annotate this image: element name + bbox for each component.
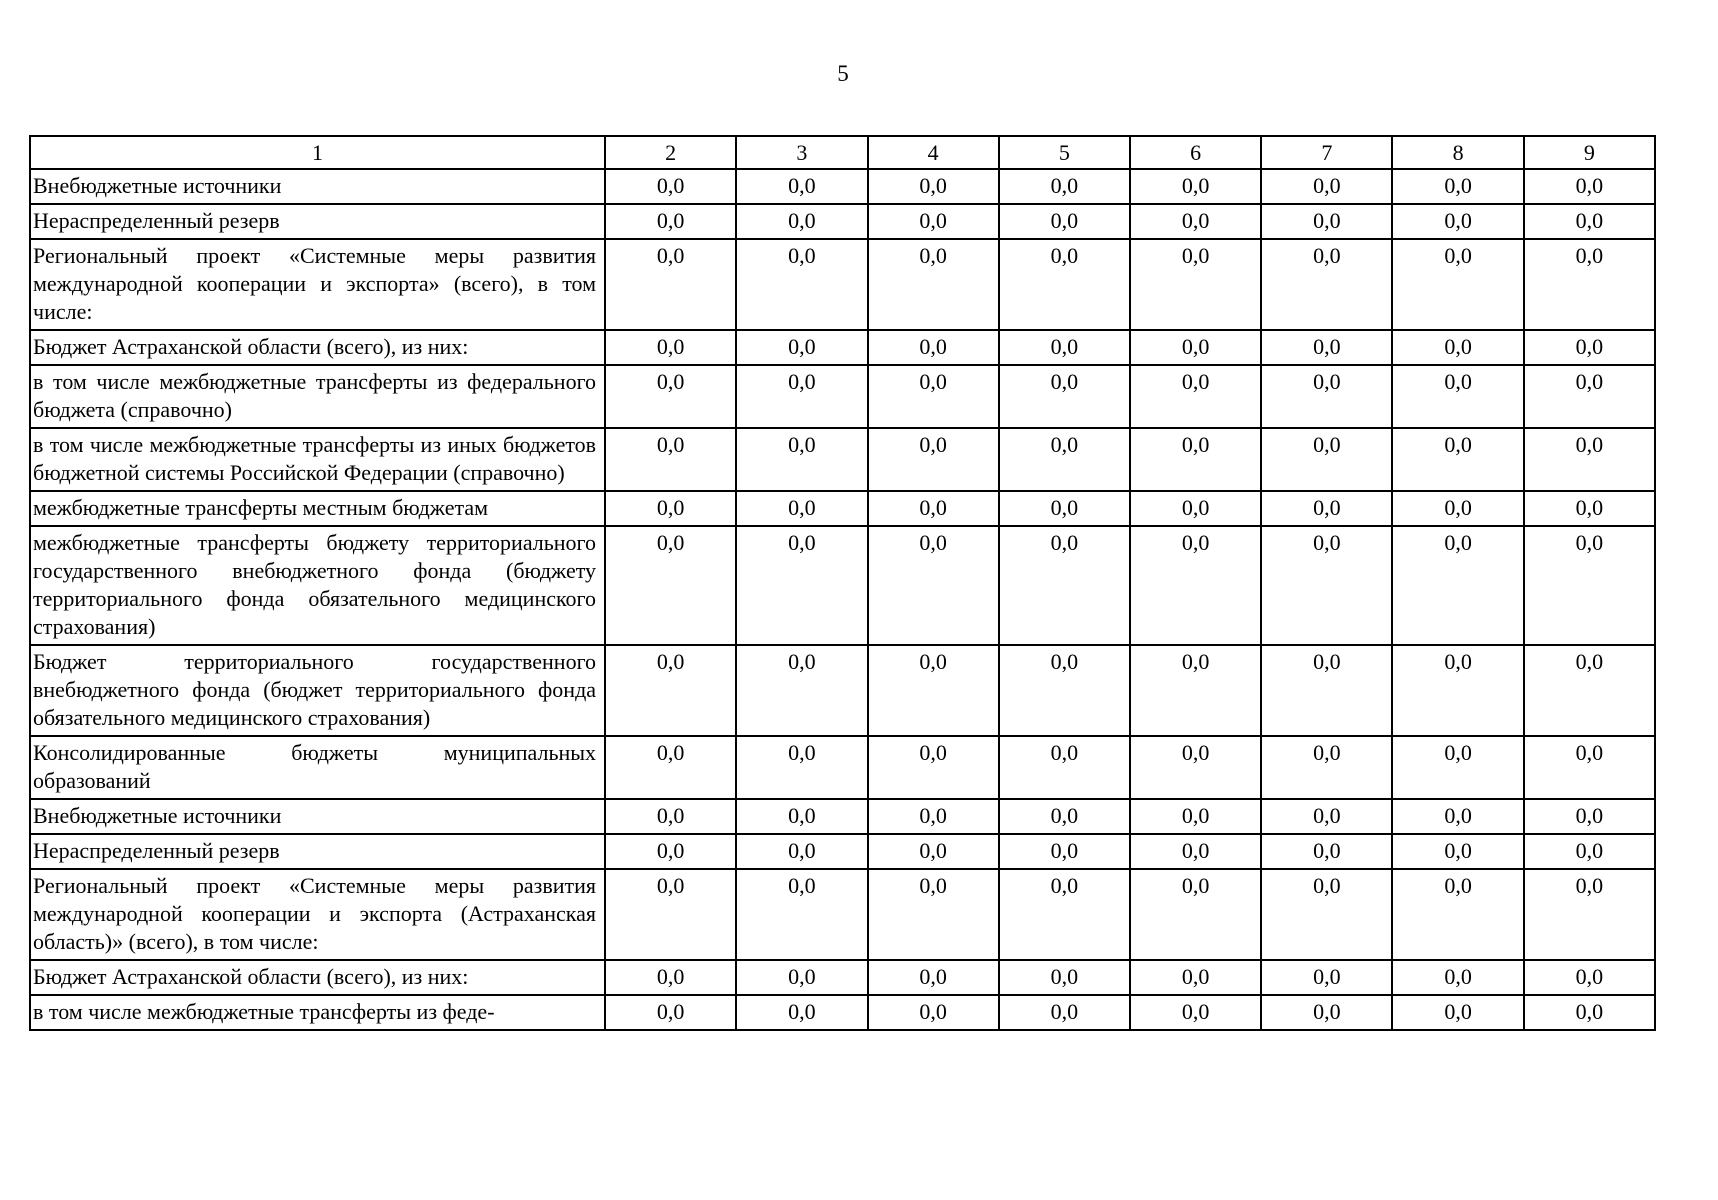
table-row [30,491,1655,526]
value-cell: 0,0 [736,169,867,204]
column-header: 7 [1261,136,1392,169]
row-label: Бюджет Астраханской области (всего), из них: [30,330,605,365]
value-cell: 0,0 [1524,239,1655,330]
value-cell: 0,0 [1261,204,1392,239]
value-cell: 0,0 [605,869,736,960]
value-cell: 0,0 [1261,799,1392,834]
value-cell: 0,0 [1261,526,1392,645]
table-row [30,428,1655,491]
value-cell: 0,0 [1524,428,1655,491]
value-cell: 0,0 [868,428,999,491]
value-cell: 0,0 [1524,834,1655,869]
value-cell: 0,0 [1392,169,1523,204]
value-cell: 0,0 [1130,834,1261,869]
value-cell: 0,0 [1524,799,1655,834]
value-cell: 0,0 [1524,330,1655,365]
row-label: Бюджет Астраханской области (всего), из них: [30,960,605,995]
value-cell: 0,0 [605,995,736,1030]
value-cell: 0,0 [1130,736,1261,799]
value-cell: 0,0 [736,526,867,645]
value-cell: 0,0 [868,491,999,526]
value-cell: 0,0 [999,645,1130,736]
value-cell: 0,0 [1392,736,1523,799]
value-cell: 0,0 [605,526,736,645]
value-cell: 0,0 [1261,239,1392,330]
value-cell: 0,0 [605,204,736,239]
value-cell: 0,0 [1524,995,1655,1030]
table-row [30,169,1655,204]
value-cell: 0,0 [1392,869,1523,960]
value-cell: 0,0 [999,239,1130,330]
value-cell: 0,0 [1392,239,1523,330]
value-cell: 0,0 [605,960,736,995]
table-body [30,169,1655,1030]
table-row [30,736,1655,799]
table-row [30,365,1655,428]
value-cell: 0,0 [1261,960,1392,995]
value-cell: 0,0 [1392,526,1523,645]
value-cell: 0,0 [1130,491,1261,526]
value-cell: 0,0 [1261,834,1392,869]
value-cell: 0,0 [868,995,999,1030]
value-cell: 0,0 [1261,645,1392,736]
value-cell: 0,0 [868,736,999,799]
value-cell: 0,0 [605,428,736,491]
value-cell: 0,0 [868,169,999,204]
value-cell: 0,0 [868,960,999,995]
value-cell: 0,0 [1130,960,1261,995]
column-header: 8 [1392,136,1523,169]
value-cell: 0,0 [1392,365,1523,428]
row-label: в том числе межбюджетные трансферты из феде- [30,995,605,1030]
value-cell: 0,0 [1524,169,1655,204]
value-cell: 0,0 [868,645,999,736]
value-cell: 0,0 [736,834,867,869]
value-cell: 0,0 [1524,960,1655,995]
table-row [30,204,1655,239]
value-cell: 0,0 [736,799,867,834]
value-cell: 0,0 [1261,995,1392,1030]
value-cell: 0,0 [605,365,736,428]
table-row [30,995,1655,1030]
value-cell: 0,0 [999,491,1130,526]
value-cell: 0,0 [1392,330,1523,365]
value-cell: 0,0 [605,491,736,526]
value-cell: 0,0 [605,799,736,834]
value-cell: 0,0 [1392,204,1523,239]
value-cell: 0,0 [1524,491,1655,526]
value-cell: 0,0 [1130,330,1261,365]
value-cell: 0,0 [1524,645,1655,736]
column-header: 9 [1524,136,1655,169]
table-row [30,799,1655,834]
value-cell: 0,0 [1524,526,1655,645]
value-cell: 0,0 [736,428,867,491]
row-label: Внебюджетные источники [30,169,605,204]
value-cell: 0,0 [868,204,999,239]
value-cell: 0,0 [1392,491,1523,526]
value-cell: 0,0 [605,239,736,330]
value-cell: 0,0 [1261,869,1392,960]
value-cell: 0,0 [1130,428,1261,491]
value-cell: 0,0 [1392,428,1523,491]
row-label: Региональный проект «Системные меры развития международной кооперации и экспорта» (всего), в том числе: [30,239,605,330]
value-cell: 0,0 [736,365,867,428]
value-cell: 0,0 [1261,169,1392,204]
value-cell: 0,0 [1392,960,1523,995]
value-cell: 0,0 [999,428,1130,491]
value-cell: 0,0 [999,526,1130,645]
table-row [30,834,1655,869]
value-cell: 0,0 [1261,330,1392,365]
value-cell: 0,0 [999,330,1130,365]
value-cell: 0,0 [736,491,867,526]
value-cell: 0,0 [1261,736,1392,799]
value-cell: 0,0 [868,330,999,365]
value-cell: 0,0 [999,736,1130,799]
row-label: Бюджет территориального государственного внебюджетного фонда (бюджет территориального фонда обязательного медицинского страхования) [30,645,605,736]
value-cell: 0,0 [868,526,999,645]
value-cell: 0,0 [1261,428,1392,491]
value-cell: 0,0 [736,869,867,960]
value-cell: 0,0 [605,169,736,204]
value-cell: 0,0 [1130,526,1261,645]
value-cell: 0,0 [736,330,867,365]
value-cell: 0,0 [999,169,1130,204]
value-cell: 0,0 [1130,169,1261,204]
value-cell: 0,0 [1392,995,1523,1030]
value-cell: 0,0 [868,799,999,834]
value-cell: 0,0 [1392,799,1523,834]
table-row [30,526,1655,645]
column-header: 6 [1130,136,1261,169]
value-cell: 0,0 [1392,834,1523,869]
row-label: в том числе межбюджетные трансферты из федерального бюджета (справочно) [30,365,605,428]
value-cell: 0,0 [605,736,736,799]
value-cell: 0,0 [868,834,999,869]
value-cell: 0,0 [868,239,999,330]
value-cell: 0,0 [736,960,867,995]
value-cell: 0,0 [868,365,999,428]
table-row [30,239,1655,330]
value-cell: 0,0 [1261,491,1392,526]
value-cell: 0,0 [605,330,736,365]
value-cell: 0,0 [1524,365,1655,428]
value-cell: 0,0 [1392,645,1523,736]
table-row [30,645,1655,736]
row-label: Внебюджетные источники [30,799,605,834]
budget-table-container [29,135,1656,1031]
row-label: межбюджетные трансферты местным бюджетам [30,491,605,526]
value-cell: 0,0 [605,645,736,736]
value-cell: 0,0 [1130,204,1261,239]
value-cell: 0,0 [999,799,1130,834]
value-cell: 0,0 [736,736,867,799]
value-cell: 0,0 [999,995,1130,1030]
budget-table [29,135,1656,1031]
row-label: Нераспределенный резерв [30,834,605,869]
value-cell: 0,0 [999,834,1130,869]
row-label: Нераспределенный резерв [30,204,605,239]
value-cell: 0,0 [868,869,999,960]
value-cell: 0,0 [1130,869,1261,960]
page-number: 5 [837,61,849,86]
value-cell: 0,0 [736,239,867,330]
value-cell: 0,0 [1524,736,1655,799]
value-cell: 0,0 [1130,239,1261,330]
value-cell: 0,0 [999,204,1130,239]
row-label: в том числе межбюджетные трансферты из иных бюджетов бюджетной системы Российской Федерации (справочно) [30,428,605,491]
column-header: 2 [605,136,736,169]
value-cell: 0,0 [999,960,1130,995]
table-header-row [30,136,1655,169]
value-cell: 0,0 [1130,645,1261,736]
column-header: 3 [736,136,867,169]
table-row [30,960,1655,995]
row-label: межбюджетные трансферты бюджету территориального государственного внебюджетного фонда (бюджету территориального фонда обязательного медицинского страхования) [30,526,605,645]
row-label: Региональный проект «Системные меры развития международной кооперации и экспорта (Астраханская область)» (всего), в том числе: [30,869,605,960]
value-cell: 0,0 [999,869,1130,960]
table-row [30,869,1655,960]
value-cell: 0,0 [1130,799,1261,834]
value-cell: 0,0 [999,365,1130,428]
value-cell: 0,0 [1130,365,1261,428]
column-header: 4 [868,136,999,169]
value-cell: 0,0 [736,645,867,736]
value-cell: 0,0 [1524,869,1655,960]
column-header: 5 [999,136,1130,169]
table-row [30,330,1655,365]
row-label: Консолидированные бюджеты муниципальных образований [30,736,605,799]
value-cell: 0,0 [1261,365,1392,428]
value-cell: 0,0 [1524,204,1655,239]
column-header: 1 [30,136,605,169]
value-cell: 0,0 [1130,995,1261,1030]
value-cell: 0,0 [736,204,867,239]
value-cell: 0,0 [736,995,867,1030]
value-cell: 0,0 [605,834,736,869]
